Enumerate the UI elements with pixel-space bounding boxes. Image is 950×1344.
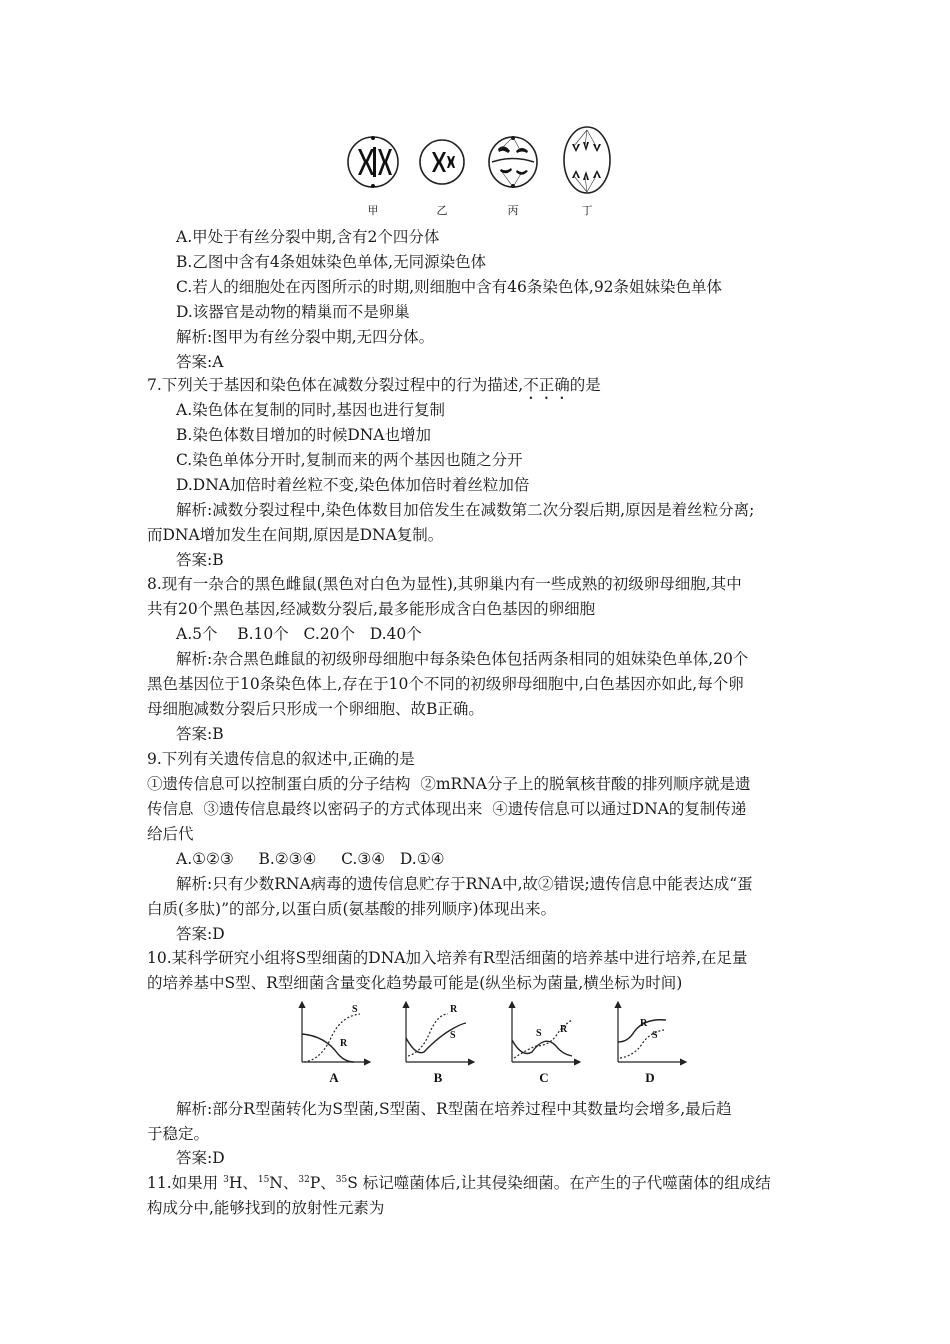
q10-answer: 答案:D (176, 1149, 225, 1167)
q10-stem-1: 10.某科学研究小组将S型细菌的DNA加入培养有R型活细菌的培养基中进行培养,在足量 (147, 949, 748, 967)
q6-option-a: A.甲处于有丝分裂中期,含有2个四分体 (176, 228, 440, 246)
q10-analysis-1: 解析:部分R型菌转化为S型菌,S型菌、R型菌在培养过程中其数量均会增多,最后趋 (176, 1100, 732, 1118)
q8-analysis-1: 解析:杂合黑色雌鼠的初级卵母细胞中每条染色体包括两条相同的姐妹染色单体,20个 (176, 650, 749, 668)
q7-stem-emphasis: 不正确 (523, 376, 570, 394)
spindle-fibers (500, 130, 596, 192)
graph-d-s-label: S (652, 1030, 658, 1041)
q9-stem: 9.下列有关遗传信息的叙述中,正确的是 (147, 750, 415, 768)
q6-option-b: B.乙图中含有4条姐妹染色单体,无同源染色体 (176, 253, 487, 271)
q11-stem-prefix: 11.如果用 (147, 1174, 224, 1192)
q7-stem-a: 7.下列关于基因和染色体在减数分裂过程中的行为描述, (147, 376, 524, 394)
label-yi: 乙 (436, 204, 448, 217)
graph-a-s-label: S (352, 1004, 358, 1015)
q11-isotope-p: 32 (298, 1175, 310, 1185)
q7-analysis-2: 而DNA增加发生在间期,原因是DNA复制。 (147, 526, 444, 544)
q11-isotope-s: 35 (335, 1175, 348, 1185)
q9-analysis-2: 白质(多肽)”的部分,以蛋白质(氨基酸的排列顺序)体现出来。 (147, 900, 557, 918)
q9-analysis-1: 解析:只有少数RNA病毒的遗传信息贮存于RNA中,故②错误;遗传信息中能表达成“蛋 (176, 875, 753, 893)
q9-items-1: ①遗传信息可以控制蛋白质的分子结构 ②mRNA分子上的脱氧核苷酸的排列顺序就是遗 (147, 775, 751, 793)
q7-option-b: B.染色体数目增加的时候DNA也增加 (176, 426, 432, 444)
q10-graphs-svg (290, 996, 690, 1088)
cell-ding (564, 127, 610, 193)
graph-d-r-label: R (640, 1018, 648, 1029)
graph-b (406, 1002, 474, 1062)
graph-a (302, 1002, 370, 1062)
q10-stem-2: 的培养基中S型、R型细菌含量变化趋势最可能是(纵坐标为菌量,横坐标为时间) (147, 974, 683, 992)
q9-options: A.①②③ B.②③④ C.③④ D.①④ (176, 850, 445, 868)
q11-isotope-n: 15 (257, 1175, 270, 1185)
graph-c-r-label: R (560, 1024, 568, 1035)
label-bing: 丙 (507, 204, 519, 217)
label-jia: 甲 (367, 204, 379, 217)
q9-answer: 答案:D (176, 925, 225, 943)
label-ding: 丁 (581, 204, 593, 217)
q8-stem-2: 共有20个黑色基因,经减数分裂后,最多能形成含白色基因的卵细胞 (147, 600, 596, 618)
q11-isotope-h: 3 (223, 1175, 229, 1185)
cell-division-diagram (340, 122, 620, 222)
q9-items-2: 传信息 ③遗传信息最终以密码子的方式体现出来 ④遗传信息可以通过DNA的复制传递 (147, 800, 747, 818)
q7-option-a: A.染色体在复制的同时,基因也进行复制 (176, 401, 446, 419)
q11-element-p: P、 (309, 1174, 336, 1192)
graph-b-r-label: R (450, 1004, 458, 1015)
q10-analysis-2: 于稳定。 (147, 1125, 210, 1143)
q11-stem-rest: S 标记噬菌体后,让其侵染细菌。在产生的子代噬菌体的组成结 (347, 1174, 771, 1192)
q8-stem-1: 8.现有一杂合的黑色雌鼠(黑色对白色为显性),其卵巢内有一些成熟的初级卵母细胞,其中 (147, 575, 742, 593)
q7-option-c: C.染色单体分开时,复制而来的两个基因也随之分开 (176, 451, 523, 469)
q10-graphs (290, 996, 690, 1088)
graph-c (512, 1002, 580, 1062)
q6-analysis: 解析:图甲为有丝分裂中期,无四分体。 (176, 328, 435, 346)
graph-a-label: A (329, 1070, 339, 1085)
graph-d-label: D (645, 1070, 655, 1085)
q9-items-3: 给后代 (147, 825, 194, 843)
graph-c-s-label: S (536, 1028, 542, 1039)
q7-option-d: D.DNA加倍时着丝粒不变,染色体加倍时着丝粒加倍 (176, 476, 530, 494)
q6-answer: 答案:A (176, 353, 224, 371)
q6-option-d: D.该器官是动物的精巢而不是卵巢 (176, 303, 410, 321)
q8-analysis-2: 黑色基因位于10条染色体上,存在于10个不同的初级卵母细胞中,白色基因亦如此,每个卵 (147, 675, 744, 693)
cell-yi (420, 140, 464, 184)
q7-answer: 答案:B (176, 551, 224, 569)
q7-analysis-1: 解析:减数分裂过程中,染色体数目加倍发生在减数第二次分裂后期,原因是着丝粒分离; (176, 501, 755, 519)
cell-division-figure (340, 122, 620, 222)
q11-element-h: H、 (228, 1174, 258, 1192)
graph-c-label: C (539, 1070, 549, 1085)
q7-stem-c: 的是 (569, 376, 601, 394)
graph-a-r-label: R (340, 1038, 348, 1049)
graph-b-label: B (433, 1070, 443, 1085)
q11-stem-2: 构成分中,能够找到的放射性元素为 (147, 1199, 385, 1217)
q11-element-n: N、 (269, 1174, 299, 1192)
q8-answer: 答案:B (176, 725, 224, 743)
q6-option-c: C.若人的细胞处在丙图所示的时期,则细胞中含有46条染色体,92条姐妹染色单体 (176, 278, 723, 296)
q8-options: A.5个 B.10个 C.20个 D.40个 (176, 625, 422, 643)
graph-b-s-label: S (450, 1030, 456, 1041)
q11-stem-1 (147, 1171, 771, 1195)
cell-bing (489, 137, 537, 187)
q8-analysis-3: 母细胞减数分裂后只形成一个卵细胞、故B正确。 (147, 700, 484, 718)
